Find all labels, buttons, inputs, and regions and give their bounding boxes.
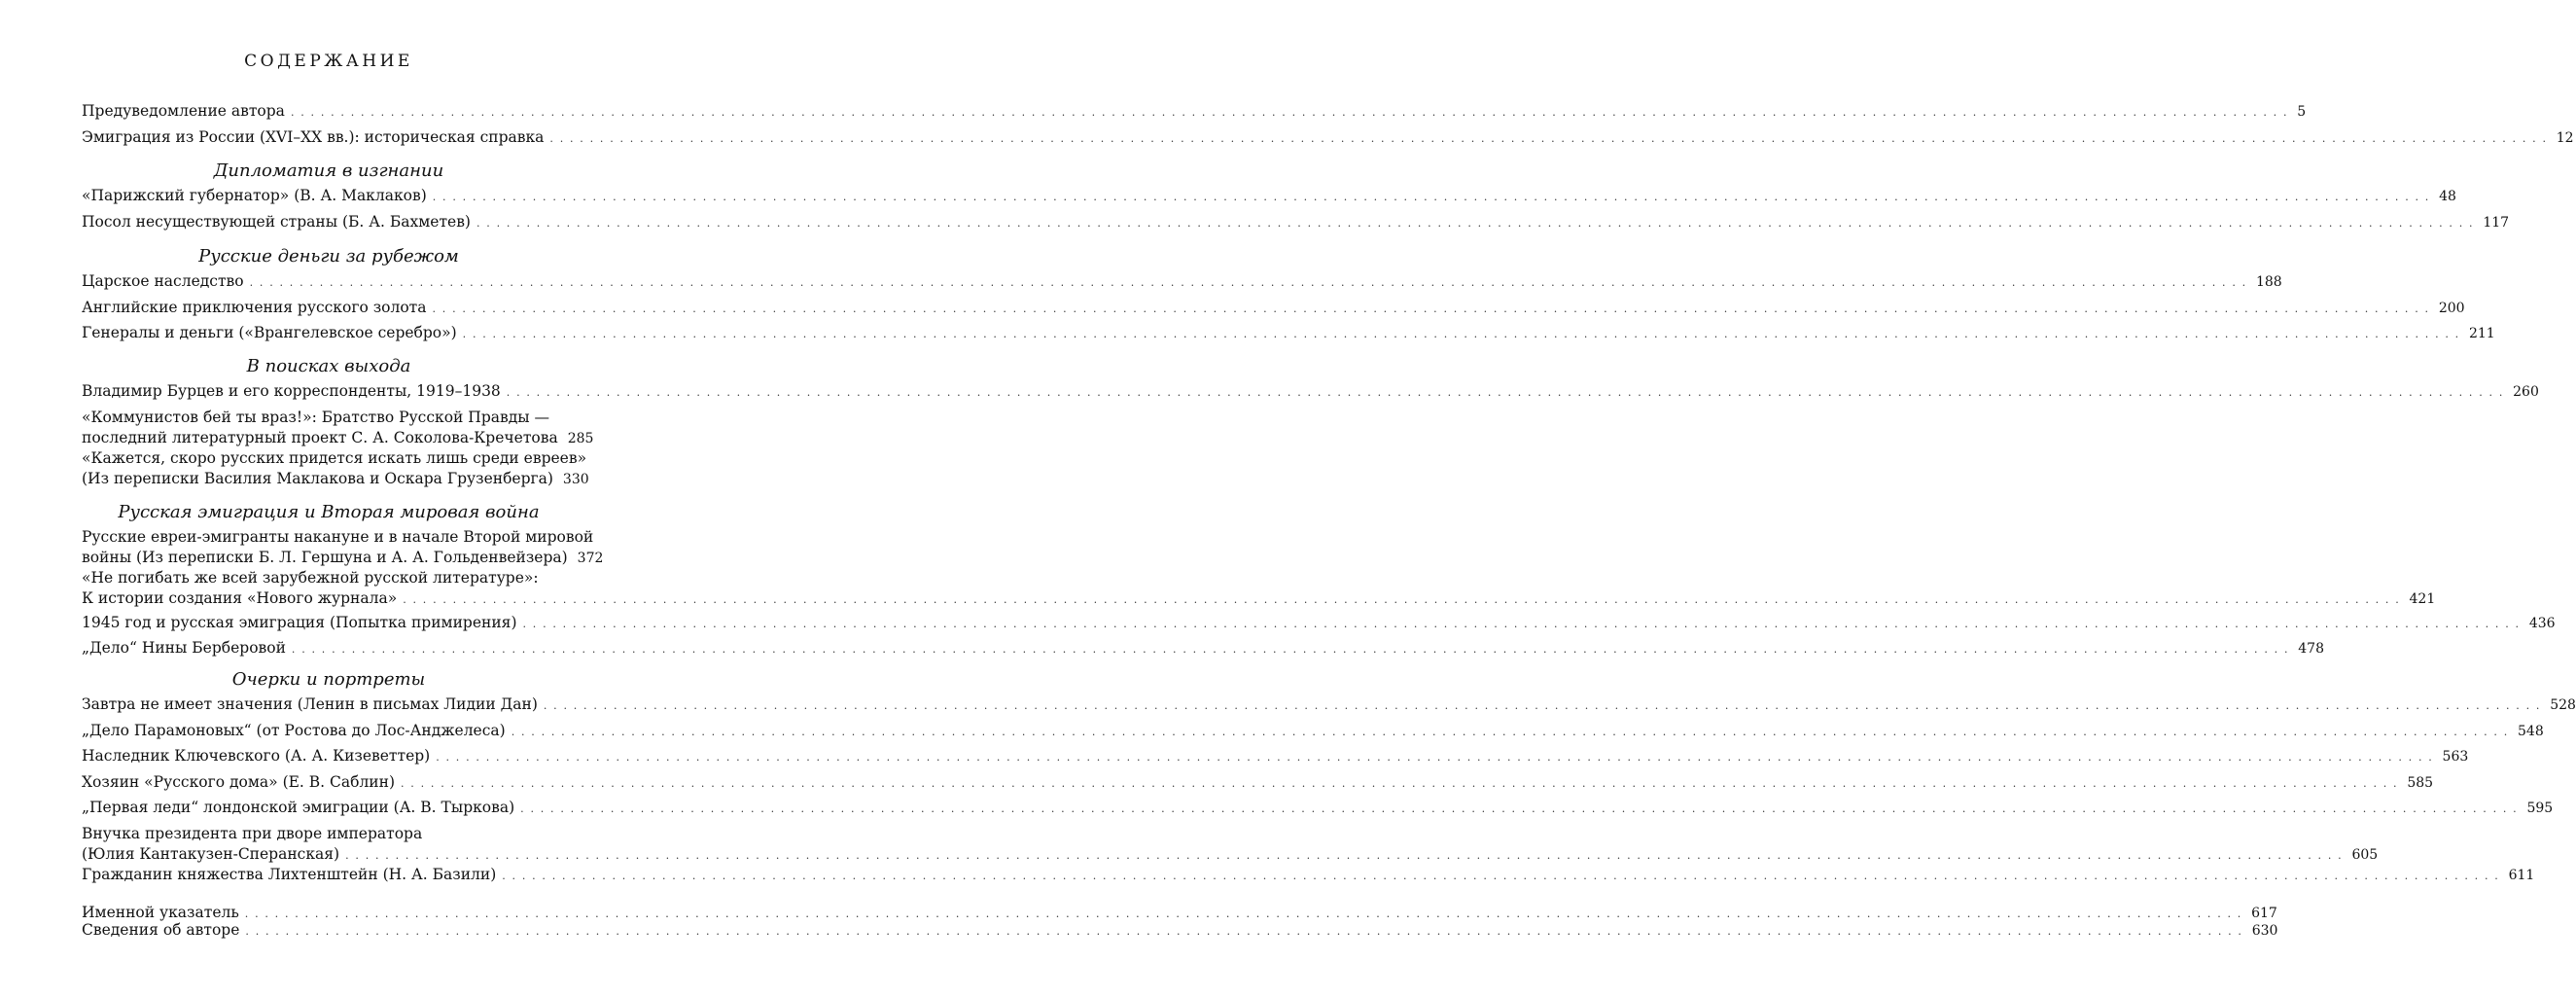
toc-entry[interactable] [82, 824, 2379, 866]
toc-entry-page-number: 436 [2528, 616, 2556, 631]
toc-entry-title-line: (Из переписки Василия Маклакова и Оскара Грузенберга) [82, 470, 553, 487]
section-heading: В поисках выхода [246, 356, 411, 376]
toc-entry-title-line: Внучка президента при дворе императора [82, 825, 423, 842]
toc-entry-page-number: 260 [2513, 384, 2539, 400]
toc-entry-title-line: Генералы и деньги («Врангелевское серебро») [82, 324, 457, 341]
dot-leader: ........................................................................................................................................................................................................ [506, 386, 2510, 399]
toc-entry-page-number: 372 [577, 551, 604, 566]
toc-entry[interactable] [82, 381, 2539, 403]
dot-leader: ........................................................................................................................................................................................................ [543, 699, 2547, 712]
dot-leader: ........................................................................................................................................................................................................ [476, 217, 2480, 230]
toc-entry[interactable] [82, 271, 2282, 293]
toc-entry-page-number: 330 [562, 472, 589, 487]
toc-entry-title-line: Сведения об авторе [82, 921, 240, 939]
toc-entry-page-number: 200 [2438, 301, 2465, 316]
toc-entry-page-number: 548 [2518, 724, 2544, 739]
toc-entry-title-line: Именной указатель [82, 904, 239, 921]
section-heading: Русские деньги за рубежом [198, 246, 459, 267]
toc-entry-title-line: Английские приключения русского золота [82, 299, 427, 316]
toc-entry-page-number: 595 [2526, 801, 2554, 816]
toc-entry-title-line: «Кажется, скоро русских придется искать лишь среди евреев» [82, 449, 587, 467]
toc-entry-page-number: 117 [2483, 215, 2510, 231]
toc-entry[interactable] [82, 127, 2574, 149]
toc-entry-page-number: 528 [2550, 697, 2576, 713]
toc-entry[interactable] [82, 408, 594, 449]
dot-leader: ........................................................................................................................................................................................................ [244, 908, 2248, 920]
dot-leader: ........................................................................................................................................................................................................ [432, 191, 2436, 203]
section-heading: Русская эмиграция и Вторая мировая война [118, 502, 540, 522]
dot-leader: ........................................................................................................................................................................................................ [290, 106, 2294, 119]
toc-entry[interactable] [82, 448, 589, 490]
toc-entry[interactable] [82, 920, 2278, 942]
toc-entry[interactable] [82, 772, 2434, 794]
toc-entry[interactable] [82, 721, 2544, 742]
toc-entry[interactable] [82, 527, 604, 569]
toc-entry[interactable] [82, 186, 2456, 207]
toc-entry[interactable] [82, 746, 2469, 767]
toc-entry-page-number: 5 [2297, 104, 2307, 120]
section-heading: Очерки и портреты [231, 669, 426, 690]
toc-entry-title-line: „Дело Парамоновых“ (от Ростова до Лос-Анджелеса) [82, 722, 506, 739]
toc-entry-page-number: 48 [2439, 189, 2456, 204]
toc-entry-title-line: Завтра не имеет значения (Ленин в письмах Лидии Дан) [82, 695, 538, 713]
toc-entry-page-number: 563 [2442, 749, 2469, 765]
toc-entry-page-number: 617 [2251, 906, 2277, 921]
page-title: СОДЕРЖАНИЕ [244, 52, 413, 71]
dot-leader: ........................................................................................................................................................................................................ [249, 276, 2252, 289]
toc-entry-page-number: 285 [567, 431, 594, 446]
dot-leader: ........................................................................................................................................................................................................ [345, 849, 2348, 862]
dot-leader: ........................................................................................................................................................................................................ [502, 870, 2505, 882]
dot-leader: ........................................................................................................................................................................................................ [432, 303, 2435, 315]
toc-entry-title-line: «Парижский губернатор» (В. А. Маклаков) [82, 187, 427, 204]
toc-entry-title-line: Посол несуществующей страны (Б. А. Бахметев) [82, 213, 471, 231]
toc-entry-page-number: 12 [2556, 130, 2574, 146]
dot-leader: ........................................................................................................................................................................................................ [245, 925, 2248, 938]
toc-entry[interactable] [82, 568, 2436, 610]
dot-leader: ........................................................................................................................................................................................................ [436, 751, 2439, 764]
toc-entry-title-line: 1945 год и русская эмиграция (Попытка примирения) [82, 614, 517, 631]
dot-leader: ........................................................................................................................................................................................................ [549, 132, 2553, 145]
toc-entry-page-number: 630 [2251, 923, 2278, 939]
toc-entry-title-line: Эмиграция из России (XVI–XX вв.): историческая справка [82, 128, 545, 146]
dot-leader: ........................................................................................................................................................................................................ [511, 726, 2515, 738]
toc-entry[interactable] [82, 798, 2554, 819]
dot-leader: ........................................................................................................................................................................................................ [401, 777, 2404, 790]
toc-entry-title-line: «Не погибать же всей зарубежной русской литературе»: [82, 569, 539, 587]
toc-entry[interactable] [82, 638, 2324, 659]
dot-leader: ........................................................................................................................................................................................................ [403, 593, 2406, 606]
dot-leader: ........................................................................................................................................................................................................ [291, 643, 2295, 656]
toc-entry-page-number: 478 [2298, 641, 2324, 657]
toc-entry[interactable] [82, 212, 2510, 233]
toc-entry-title-line: Хозяин «Русского дома» (Е. В. Саблин) [82, 773, 396, 791]
toc-entry-title-line: войны (Из переписки Б. Л. Гершуна и А. А. Гольденвейзера) [82, 549, 568, 566]
toc-entry-title-line: Гражданин княжества Лихтенштейн (Н. А. Базили) [82, 866, 497, 883]
toc-entry-page-number: 211 [2468, 326, 2495, 341]
toc-entry-title-line: последний литературный проект С. А. Соколова-Кречетова [82, 429, 558, 446]
toc-entry[interactable] [82, 298, 2465, 319]
section-heading: Дипломатия в изгнании [213, 160, 444, 181]
toc-entry[interactable] [82, 323, 2495, 344]
dot-leader: ........................................................................................................................................................................................................ [520, 802, 2523, 815]
toc-entry-title-line: (Юлия Кантакузен-Сперанская) [82, 845, 340, 863]
toc-entry-title-line: „Дело“ Нины Берберовой [82, 639, 286, 657]
toc-entry-title-line: „Первая леди“ лондонской эмиграции (А. В. Тыркова) [82, 799, 515, 816]
toc-entry[interactable] [82, 694, 2576, 716]
toc-entry-title-line: Предуведомление автора [82, 102, 285, 120]
toc-entry-title-line: Владимир Бурцев и его корреспонденты, 1919–1938 [82, 382, 501, 400]
toc-entry-title-line: «Коммунистов бей ты враз!»: Братство Русской Правды — [82, 409, 550, 426]
toc-entry-page-number: 605 [2351, 847, 2379, 863]
toc-entry-title-line: К истории создания «Нового журнала» [82, 589, 398, 607]
toc-entry-page-number: 188 [2255, 274, 2282, 290]
toc-entry-title-line: Царское наследство [82, 272, 244, 290]
toc-entry-title-line: Русские евреи-эмигранты накануне и в начале Второй мировой [82, 528, 594, 546]
toc-entry-page-number: 611 [2508, 868, 2535, 883]
toc-entry[interactable] [82, 101, 2307, 123]
dot-leader: ........................................................................................................................................................................................................ [462, 328, 2465, 340]
toc-entry-page-number: 585 [2407, 775, 2434, 791]
toc-entry-page-number: 421 [2409, 591, 2436, 607]
toc-entry[interactable] [82, 613, 2556, 634]
toc-entry-title-line: Наследник Ключевского (А. А. Кизеветтер) [82, 747, 431, 765]
dot-leader: ........................................................................................................................................................................................................ [522, 618, 2525, 630]
toc-entry[interactable] [82, 865, 2535, 886]
